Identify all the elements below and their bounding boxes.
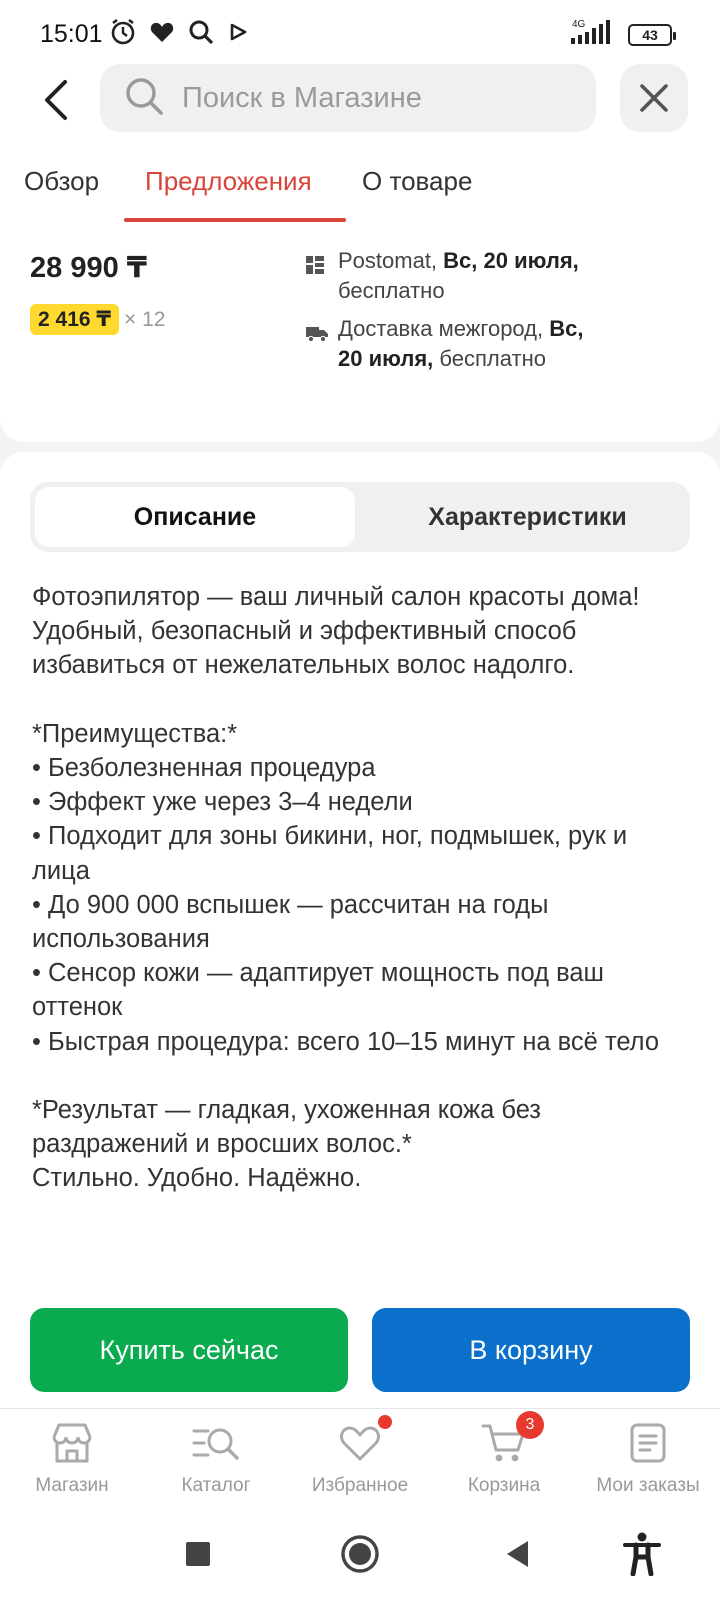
buy-now-button[interactable]: Купить сейчас [30,1308,348,1392]
favorites-notification-dot [378,1415,392,1429]
active-tab-indicator [124,218,346,222]
installment-info [30,304,165,335]
delivery-method: Postomat, [338,248,438,273]
nav-item-store[interactable] [0,1419,144,1497]
system-back-button[interactable] [488,1524,548,1584]
search-icon [124,76,164,121]
delivery-date: Вс, 20 июля, [338,316,584,371]
tab-offers[interactable]: Предложения [145,166,312,196]
nav-label: Магазин [35,1475,109,1496]
nav-label: Мои заказы [596,1475,700,1496]
price: 28 990 ₸ [30,252,147,284]
nav-label: Каталог [181,1475,251,1496]
segment-description[interactable]: Описание [35,487,355,547]
delivery-method: Доставка межгород, [338,316,544,341]
status-bar [0,0,720,64]
search-bar[interactable] [100,64,596,132]
search-status-icon [188,19,214,50]
status-notification-icons [110,18,248,51]
heart-icon [339,1424,381,1462]
nav-label: Избранное [311,1475,409,1496]
segment-specifications[interactable]: Характеристики [428,502,627,531]
square-icon [185,1541,211,1567]
installment-badge: 2 416 ₸ [30,304,119,335]
orders-icon [629,1422,667,1464]
delivery-option-intercity [306,314,606,374]
close-button[interactable] [620,64,688,132]
delivery-date: Вс, 20 июля, [443,248,579,273]
home-button[interactable] [330,1524,390,1584]
status-system-icons [568,18,672,51]
nav-item-my-orders[interactable] [576,1419,720,1497]
tab-about-product[interactable]: О товаре [362,166,473,196]
nav-item-cart[interactable] [432,1416,576,1497]
postomat-icon [306,252,324,282]
heart-status-icon [150,21,174,48]
accessibility-button[interactable] [612,1524,672,1584]
network-type: 4G [572,19,586,30]
nav-label: Корзина [467,1475,541,1496]
chevron-left-icon [41,78,69,122]
store-icon [50,1421,94,1465]
delivery-cost: бесплатно [338,278,445,303]
close-icon [639,83,669,113]
battery-icon [628,24,672,46]
play-status-icon [228,22,248,47]
accessibility-icon [622,1532,662,1576]
bottom-navigation [0,1408,720,1506]
search-input[interactable] [182,82,582,115]
delivery-cost: бесплатно [439,346,546,371]
truck-icon [306,320,328,350]
offer-card[interactable] [0,224,720,442]
catalog-icon [192,1423,240,1463]
battery-level: 43 [642,26,658,43]
search-header [0,64,720,144]
delivery-option-postomat [306,246,606,306]
nav-item-catalog[interactable] [144,1419,288,1497]
home-circle-icon [340,1534,380,1574]
installment-multiplier: × 12 [124,307,166,331]
product-tabs [0,144,720,224]
description-segmented-control [30,482,690,552]
recent-apps-button[interactable] [168,1524,228,1584]
triangle-back-icon [504,1539,532,1569]
nav-item-favorites[interactable] [288,1419,432,1497]
back-button[interactable] [30,70,80,130]
add-to-cart-button[interactable]: В корзину [372,1308,690,1392]
signal-icon [568,18,616,51]
alarm-icon [110,18,136,51]
product-info-card [0,452,720,1410]
tab-overview[interactable]: Обзор [24,166,100,196]
product-description: Фотоэпилятор — ваш личный салон красоты дома! Удобный, безопасный и эффективный способ избавиться от нежелательных волос надолго. *Преимущества:* • Безболезненная процедура • Эффект уже через 3–4 недели • Подходит для зоны бикини, ног, подмышек, рук и лица • До 900 000 вспышек — рассчитан на годы использования • Сенсор кожи — адаптирует мощность под ваш оттенок • Быстрая процедура: всего 10–15 минут на всё тело *Результат — гладкая, ухоженная кожа без раздражений и вросших волос.* Стильно. Удобно. Надёжно. [32,583,660,1193]
status-time: 15:01 [40,20,103,48]
system-navigation-bar [0,1506,720,1600]
cart-count-badge: 3 [516,1411,544,1439]
